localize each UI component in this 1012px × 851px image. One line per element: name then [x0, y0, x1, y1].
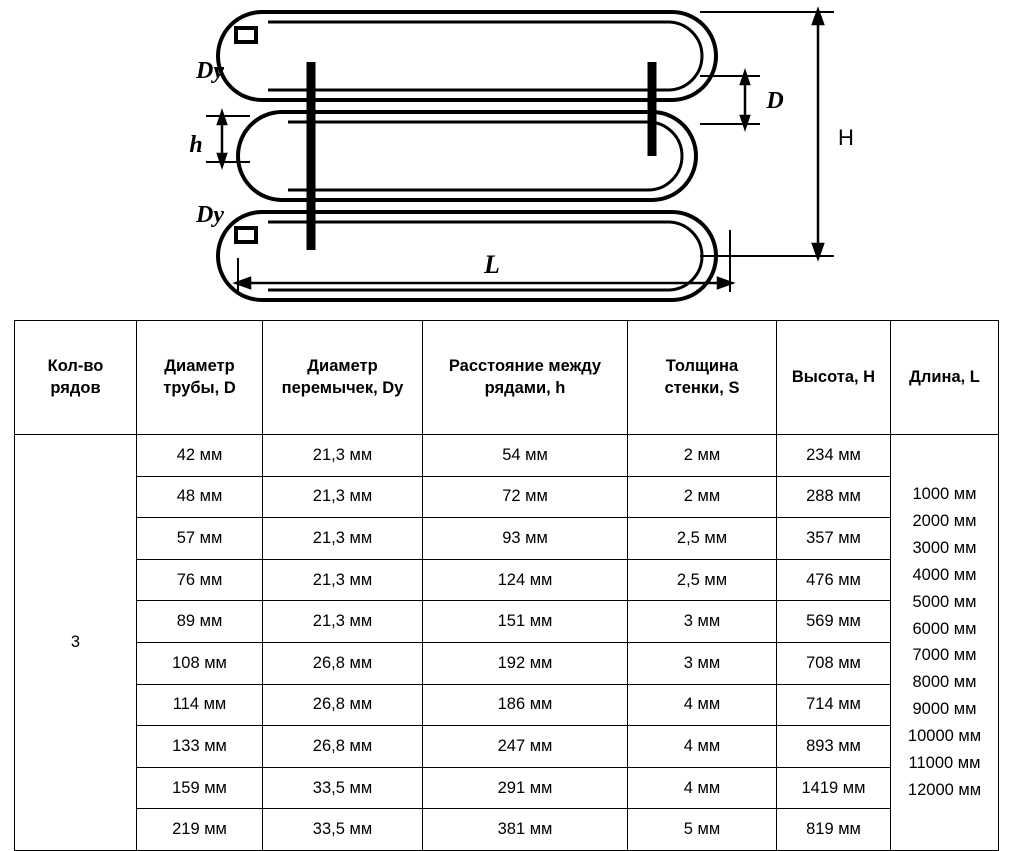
- cell-diameter-dy: 26,8 мм: [263, 642, 423, 684]
- cell-diameter-d: 42 мм: [137, 435, 263, 477]
- table-row: [15, 809, 999, 851]
- cell-row-spacing: 124 мм: [423, 559, 628, 601]
- cell-height: 893 мм: [777, 726, 891, 768]
- table-row: [15, 684, 999, 726]
- ports: [236, 28, 256, 242]
- cell-diameter-d: 57 мм: [137, 518, 263, 560]
- table-body: [15, 435, 999, 851]
- cell-wall-thickness: 3 мм: [628, 601, 777, 643]
- cell-height: 1419 мм: [777, 767, 891, 809]
- cell-diameter-d: 76 мм: [137, 559, 263, 601]
- cell-row-spacing: 151 мм: [423, 601, 628, 643]
- tube-row-bottom: [218, 212, 716, 300]
- cell-diameter-dy: 21,3 мм: [263, 435, 423, 477]
- cell-diameter-d: 159 мм: [137, 767, 263, 809]
- length-option: 9000 мм: [912, 700, 977, 719]
- length-option: 8000 мм: [912, 673, 977, 692]
- length-option: 1000 мм: [912, 485, 977, 504]
- length-option: 2000 мм: [912, 512, 977, 531]
- table-row: [15, 435, 999, 477]
- cell-wall-thickness: 4 мм: [628, 684, 777, 726]
- cell-diameter-d: 114 мм: [137, 684, 263, 726]
- register-drawing: [0, 0, 1012, 312]
- cell-wall-thickness: 3 мм: [628, 642, 777, 684]
- specifications-table: [14, 320, 999, 851]
- cell-height: 708 мм: [777, 642, 891, 684]
- register-schematic-svg: [0, 0, 1012, 312]
- cell-row-spacing: 291 мм: [423, 767, 628, 809]
- cell-diameter-dy: 26,8 мм: [263, 726, 423, 768]
- cell-wall-thickness: 2 мм: [628, 435, 777, 477]
- port-bottom: [236, 228, 256, 242]
- cell-height: 476 мм: [777, 559, 891, 601]
- cell-height: 714 мм: [777, 684, 891, 726]
- label-d: D: [766, 88, 784, 114]
- cell-diameter-d: 133 мм: [137, 726, 263, 768]
- label-height: H: [838, 125, 854, 150]
- tube-row-top-inner: [268, 22, 702, 90]
- cell-diameter-dy: 21,3 мм: [263, 559, 423, 601]
- cell-height: 569 мм: [777, 601, 891, 643]
- header-wall-thickness: Толщина стенки, S: [628, 321, 777, 435]
- table-row: [15, 601, 999, 643]
- cell-diameter-dy: 21,3 мм: [263, 518, 423, 560]
- cell-height: 819 мм: [777, 809, 891, 851]
- cell-height: 357 мм: [777, 518, 891, 560]
- header-rows-count: Кол-во рядов: [15, 321, 137, 435]
- cell-row-spacing: 192 мм: [423, 642, 628, 684]
- header-row-spacing: Расстояние между рядами, h: [423, 321, 628, 435]
- coil-outline: [218, 12, 716, 300]
- length-option: 5000 мм: [912, 592, 977, 611]
- length-option: 10000 мм: [907, 727, 982, 746]
- header-length: Длина, L: [891, 321, 999, 435]
- cell-height: 234 мм: [777, 435, 891, 477]
- cell-diameter-d: 48 мм: [137, 476, 263, 518]
- cell-row-spacing: 93 мм: [423, 518, 628, 560]
- table-row: [15, 726, 999, 768]
- header-height: Высота, H: [777, 321, 891, 435]
- cell-row-spacing: 381 мм: [423, 809, 628, 851]
- tube-row-top: [218, 12, 716, 100]
- label-dy-bottom: Dy: [196, 202, 224, 228]
- cell-diameter-dy: 33,5 мм: [263, 809, 423, 851]
- cell-diameter-d: 108 мм: [137, 642, 263, 684]
- cell-length-list: [891, 435, 999, 851]
- label-length: L: [484, 250, 500, 279]
- cell-diameter-dy: 26,8 мм: [263, 684, 423, 726]
- cell-diameter-dy: 21,3 мм: [263, 476, 423, 518]
- length-option: 7000 мм: [912, 646, 977, 665]
- cell-wall-thickness: 2,5 мм: [628, 559, 777, 601]
- cell-diameter-d: 89 мм: [137, 601, 263, 643]
- dimension-d-arrow-down: [741, 116, 749, 128]
- cell-diameter-dy: 21,3 мм: [263, 601, 423, 643]
- cell-row-spacing: 72 мм: [423, 476, 628, 518]
- cell-wall-thickness: 2,5 мм: [628, 518, 777, 560]
- label-dy-top: Dy: [196, 58, 224, 84]
- table-header: [15, 321, 999, 435]
- cell-height: 288 мм: [777, 476, 891, 518]
- header-diameter-d: Диаметр трубы, D: [137, 321, 263, 435]
- table-row: [15, 476, 999, 518]
- table-row: [15, 559, 999, 601]
- length-option: 3000 мм: [912, 538, 977, 557]
- dimension-d-arrow-up: [741, 72, 749, 84]
- cell-row-spacing: 186 мм: [423, 684, 628, 726]
- cell-row-spacing: 54 мм: [423, 435, 628, 477]
- cell-diameter-d: 219 мм: [137, 809, 263, 851]
- cell-wall-thickness: 4 мм: [628, 726, 777, 768]
- dimension-height: [700, 10, 834, 258]
- table-row: [15, 642, 999, 684]
- cell-diameter-dy: 33,5 мм: [263, 767, 423, 809]
- dimension-h-arrow-up: [218, 112, 226, 124]
- dimension-h-arrow-down: [218, 154, 226, 166]
- cell-row-spacing: 247 мм: [423, 726, 628, 768]
- length-option: 6000 мм: [912, 619, 977, 638]
- length-option: 4000 мм: [912, 565, 977, 584]
- table-header-row: [15, 321, 999, 435]
- cell-wall-thickness: 5 мм: [628, 809, 777, 851]
- cell-rows-count: 3: [15, 435, 137, 851]
- length-option: 12000 мм: [907, 780, 982, 799]
- header-diameter-dy: Диаметр перемычек, Dy: [263, 321, 423, 435]
- port-top: [236, 28, 256, 42]
- table-row: [15, 518, 999, 560]
- cell-wall-thickness: 4 мм: [628, 767, 777, 809]
- tube-row-middle-inner: [288, 122, 682, 190]
- table-row: [15, 767, 999, 809]
- label-h-spacing: h: [189, 132, 203, 158]
- length-option: 11000 мм: [908, 754, 981, 773]
- cell-wall-thickness: 2 мм: [628, 476, 777, 518]
